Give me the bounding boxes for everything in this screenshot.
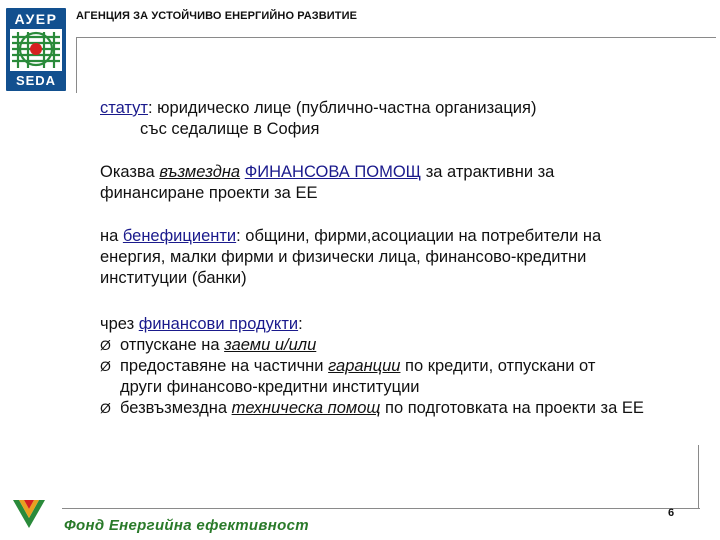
bullet-arrow-icon: Ø [100, 337, 111, 353]
header-vertical-divider [76, 37, 77, 93]
statut-text: : юридическо лице (публично-частна организация) [148, 99, 537, 117]
financial-products-link[interactable]: финансови продукти [138, 315, 299, 333]
bullet-guarantees-text-c: по кредити, отпускани от [400, 357, 596, 375]
fund-name: Фонд Енергийна ефективност [64, 517, 309, 534]
bullet-loans [100, 335, 710, 356]
assistance-paragraph [100, 162, 710, 183]
bullet-arrow-icon: Ø [100, 400, 111, 416]
beneficiaries-line-3: институции (банки) [100, 269, 247, 287]
assistance-paragraph-2: финансиране проекти за ЕЕ [100, 184, 318, 202]
financial-aid-link[interactable]: ФИНАНСОВА ПОМОЩ [244, 163, 422, 181]
logo-top-text: АУЕР [14, 11, 58, 27]
footer-vertical-divider [698, 445, 699, 509]
bullet-loans-text: отпускане на [120, 336, 225, 354]
bullet-arrow-icon: Ø [100, 358, 111, 374]
fund-logo-icon [10, 494, 48, 532]
seda-logo [6, 8, 66, 91]
emblem-icon [10, 29, 62, 71]
assistance-text-a: Оказва [100, 163, 160, 181]
assistance-paid-term: възмездна [159, 163, 241, 181]
beneficiaries-link[interactable]: бенефициенти [122, 227, 237, 245]
assistance-text-e: за атрактивни за [421, 163, 555, 181]
products-text-a: чрез [100, 315, 139, 333]
technical-aid-term: техническа помощ [231, 399, 381, 417]
bullet-guarantees [100, 356, 710, 377]
logo-emblem [10, 29, 62, 71]
slide-body [100, 98, 710, 419]
footer-divider [62, 508, 700, 509]
products-intro [100, 314, 710, 335]
bullet-guarantees-cont: други финансово-кредитни институции [120, 378, 420, 396]
agency-name: АГЕНЦИЯ ЗА УСТОЙЧИВО ЕНЕРГИЙНО РАЗВИТИЕ [76, 10, 358, 22]
bullet-technical-text-c: по подготовката на проекти за ЕЕ [380, 399, 644, 417]
loans-term: заеми и/или [224, 336, 317, 354]
statut-line [100, 98, 710, 119]
guarantees-term: гаранции [328, 357, 401, 375]
beneficiaries-text-c: : общини, фирми,асоциации на потребители на [236, 227, 602, 245]
page-number: 6 [668, 507, 675, 519]
statut-line-2: със седалище в София [140, 120, 320, 138]
bullet-technical-aid [100, 398, 710, 419]
logo-bottom-text: SEDA [15, 73, 57, 88]
beneficiaries-paragraph [100, 226, 710, 247]
bullet-technical-text-a: безвъзмездна [120, 399, 232, 417]
statut-link[interactable]: статут [100, 99, 148, 117]
beneficiaries-line-2: енергия, малки фирми и физически лица, финансово-кредитни [100, 248, 587, 266]
header-divider [76, 37, 716, 38]
products-colon: : [298, 315, 303, 333]
beneficiaries-text-a: на [100, 227, 123, 245]
bullet-guarantees-text-a: предоставяне на частични [120, 357, 329, 375]
